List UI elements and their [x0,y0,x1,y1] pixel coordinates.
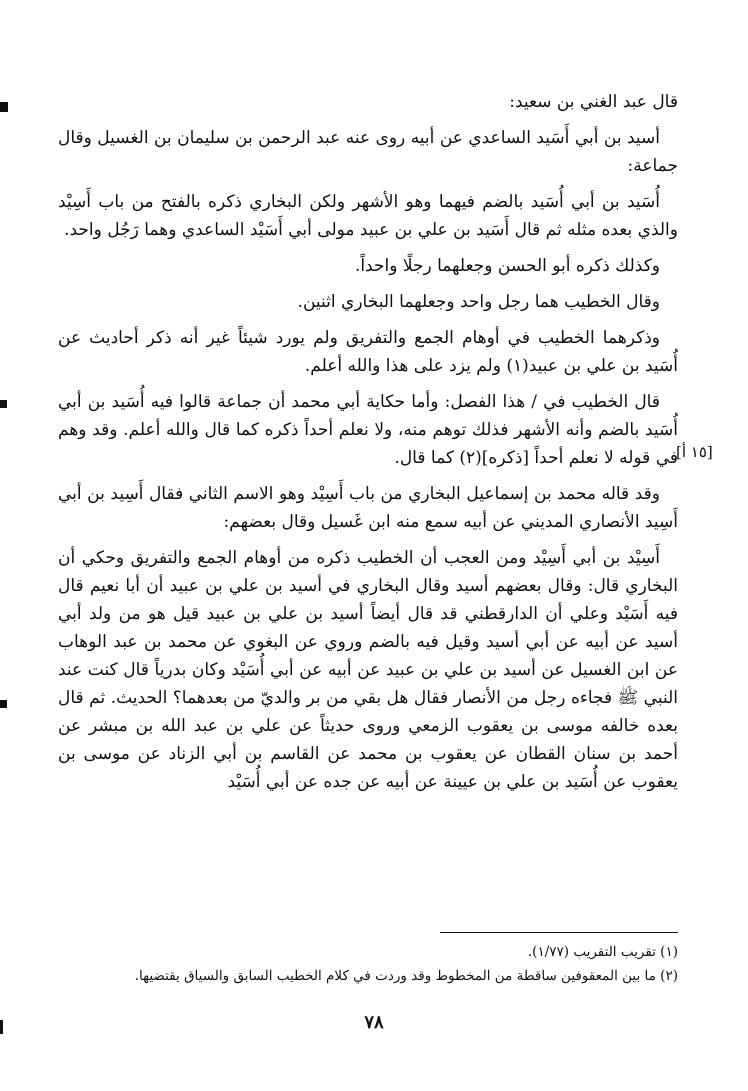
footnote: (١) تقريب التقريب (١/٧٧). [527,944,678,960]
folio-marker: [١٥ أ] [676,443,713,461]
main-text [58,88,678,804]
footnote: (٢) ما بين المعقوفين ساقطة من المخطوط وقد وردت في كلام الخطيب السابق والسياق يقتضيها. [134,968,678,984]
scan-edge-mark [0,1020,3,1034]
scan-edge-mark [0,102,8,112]
footnotes [58,940,678,988]
paragraph: قال عبد الغني بن سعيد: [509,92,678,112]
footnote-divider [440,932,678,933]
paragraph: أَسِيْد بن أبي أَسِيْد ومن العجب أن الخطيب ذكره من أوهام الجمع والتفريق وحكي أن البخاري قال: وقال بعضهم أسيد وقال البخاري في أسيد بن علي بن عبيد أن أبا نعيم قال فيه أَسَيْد وعلي أن الدارقطني قد قال أيضاً أسيد بن علي بن عبيد قيل هو من ولد أبي أسيد عن أبيه عن أبي أسيد وقيل فيه بالضم وروي عن البغوي عن محمد بن عبد الوهاب عن ابن الغسيل عن أسيد بن علي بن عبيد عن أبيه عن أبي أُسَيْد وكان بدرياً قال كنت عند النبي ﷺ فجاءه رجل من الأنصار فقال هل بقي من بر والديّ من بعدهما؟ الحديث. ثم قال بعده خالفه موسى بن يعقوب الزمعي وروى حديثاً عن علي بن عبد الله بن مبشر عن أحمد بن سنان القطان عن يعقوب بن محمد عن القاسم بن أبي الزناد عن موسى بن يعقوب عن أُسَيد بن علي بن عيينة عن أبيه عن جده عن أبي أُسَيْد [58,548,678,792]
scan-edge-mark [0,700,7,708]
paragraph: وقال الخطيب هما رجل واحد وجعلهما البخاري اثنين. [297,292,660,312]
scan-edge-mark [0,400,7,408]
page-number: ٧٨ [364,1012,384,1033]
paragraph: أسيد بن أبي أَسَيد الساعدي عن أبيه روى عنه عبد الرحمن بن سليمان بن الغسيل وقال جماعة: [58,128,678,176]
paragraph: أُسَيد بن أبي أُسَيد بالضم فيهما وهو الأشهر ولكن البخاري ذكره بالفتح من باب أَسِيْد والذي بعده مثله ثم قال أَسَيد بن علي بن عبيد مولى أبي أَسَيْد الساعدي وهما رَجُل واحد. [58,192,678,240]
paragraph: وقد قاله محمد بن إسماعيل البخاري من باب أَسِيْد وهو الاسم الثاني فقال أَسِيد بن أبي أَسِيد الأنصاري المديني عن أبيه سمع منه ابن غَسيل وقال بعضهم: [58,484,678,532]
paragraph: وكذلك ذكره أبو الحسن وجعلهما رجلًا واحداً. [354,256,660,276]
paragraph: قال الخطيب في / هذا الفصل: وأما حكاية أبي محمد أن جماعة قالوا فيه أُسَيد بن أبي أُسَيد بالضم وأنه الأشهر فذلك توهم منه، ولا نعلم أحداً ذكره كما قال والله أعلم. وقد وهم في قوله لا نعلم أحداً [ذكره](٢) كما قال. [58,392,678,468]
paragraph: وذكرهما الخطيب في أوهام الجمع والتفريق ولم يورد شيئاً غير أنه ذكر أحاديث عن أُسَيد بن علي بن عبيد(١) ولم يزد على هذا والله أعلم. [58,328,678,376]
